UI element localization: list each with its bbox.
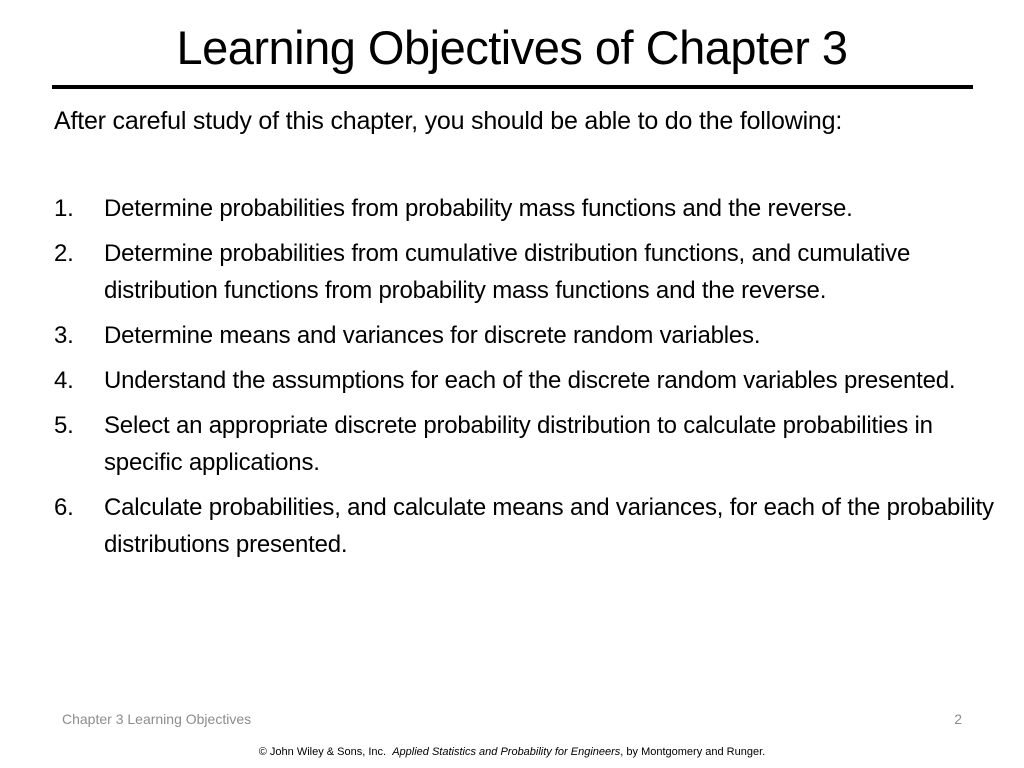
title-underline [52,85,973,89]
objective-item [54,190,1004,227]
objective-number: 1. [54,195,74,222]
objective-text: Calculate probabilities, and calculate means and variances, for each of the probability distributions presented. [104,494,994,558]
objectives-list [54,190,1004,571]
objective-number: 4. [54,367,74,394]
footer-chapter-label: Chapter 3 Learning Objectives [62,711,252,727]
footer-page-number: 2 [954,711,962,727]
copyright-suffix: , by Montgomery and Runger. [620,746,766,758]
objective-item [54,317,1004,354]
slide-title: Learning Objectives of Chapter 3 [176,21,848,74]
objective-item [54,235,1004,309]
objective-number: 3. [54,322,74,349]
objective-number: 5. [54,412,74,439]
objective-text: Determine probabilities from cumulative distribution functions, and cumulative distribution functions from probability mass functions and the reverse. [104,240,911,304]
copyright-prefix: © John Wiley & Sons, Inc. [258,746,387,758]
copyright-line [0,746,1024,758]
objective-number: 6. [54,494,74,521]
objective-text: Select an appropriate discrete probability distribution to calculate probabilities in specific applications. [104,412,933,476]
objective-text: Determine probabilities from probability mass functions and the reverse. [104,195,853,222]
objective-number: 2. [54,240,74,267]
copyright-book-title: Applied Statistics and Probability for Engineers [392,746,621,758]
objective-item [54,489,1004,563]
objective-item [54,362,1004,399]
objective-text: Determine means and variances for discrete random variables. [104,322,761,349]
objective-item [54,407,1004,481]
intro-text: After careful study of this chapter, you should be able to do the following: [54,107,843,135]
objective-text: Understand the assumptions for each of the discrete random variables presented. [104,367,956,394]
